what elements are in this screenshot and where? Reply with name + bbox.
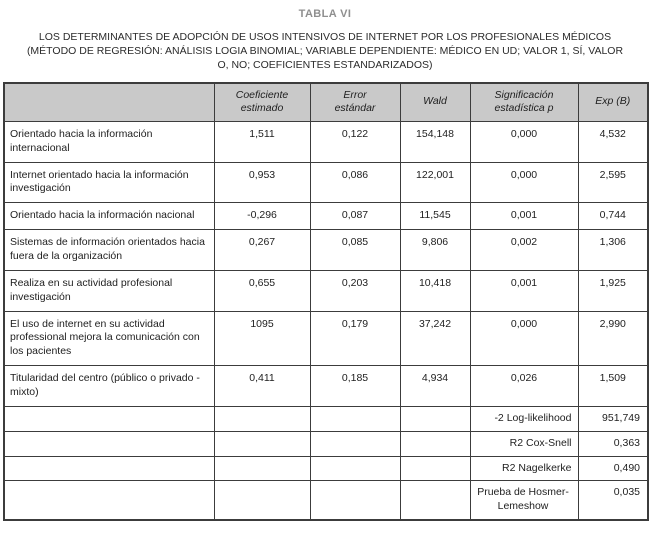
- empty-cell: [400, 456, 470, 481]
- value-cell: 11,545: [400, 203, 470, 230]
- footer-value-cell: 0,490: [578, 456, 648, 481]
- value-cell: 4,532: [578, 121, 648, 162]
- table-row: [4, 203, 648, 230]
- value-cell: 0,744: [578, 203, 648, 230]
- value-cell: 1,509: [578, 366, 648, 407]
- value-cell: 0,179: [310, 311, 400, 366]
- footer-label-cell: -2 Log-likelihood: [470, 406, 578, 431]
- footer-value-cell: 0,363: [578, 431, 648, 456]
- value-cell: 0,203: [310, 270, 400, 311]
- table-row: [4, 270, 648, 311]
- table-body: [4, 121, 648, 520]
- row-label-cell: Orientado hacia la información nacional: [4, 203, 214, 230]
- column-header: Wald: [400, 83, 470, 122]
- row-label-cell: Internet orientado hacia la información investigación: [4, 162, 214, 203]
- value-cell: 1,511: [214, 121, 310, 162]
- table-title: LOS DETERMINANTES DE ADOPCIÓN DE USOS INTENSIVOS DE INTERNET POR LOS PROFESIONALES MÉDICOS (MÉTODO DE REGRESIÓN: ANÁLISIS LOGIA BINOMIAL; VARIABLE DEPENDIENTE: MÉDICO EN UD; VALOR 1, SÍ, VALOR O, NO; COEFICIENTES ESTANDARIZADOS): [26, 31, 624, 72]
- value-cell: 154,148: [400, 121, 470, 162]
- row-label-cell: Realiza en su actividad profesional investigación: [4, 270, 214, 311]
- column-header: Exp (B): [578, 83, 648, 122]
- value-cell: 0,122: [310, 121, 400, 162]
- value-cell: 2,990: [578, 311, 648, 366]
- value-cell: 0,655: [214, 270, 310, 311]
- row-label-cell: Sistemas de información orientados hacia fuera de la organización: [4, 230, 214, 271]
- value-cell: 0,086: [310, 162, 400, 203]
- footer-value-cell: 0,035: [578, 481, 648, 520]
- column-header: Error estándar: [310, 83, 400, 122]
- value-cell: 0,000: [470, 121, 578, 162]
- empty-cell: [214, 431, 310, 456]
- value-cell: 122,001: [400, 162, 470, 203]
- value-cell: 0,085: [310, 230, 400, 271]
- value-cell: 0,000: [470, 311, 578, 366]
- column-header: [4, 83, 214, 122]
- value-cell: 10,418: [400, 270, 470, 311]
- value-cell: 37,242: [400, 311, 470, 366]
- results-table: [3, 82, 649, 522]
- value-cell: 0,001: [470, 270, 578, 311]
- empty-cell: [4, 456, 214, 481]
- footer-row: [4, 431, 648, 456]
- value-cell: 1,925: [578, 270, 648, 311]
- value-cell: 2,595: [578, 162, 648, 203]
- table-row: [4, 230, 648, 271]
- table-row: [4, 121, 648, 162]
- value-cell: 0,001: [470, 203, 578, 230]
- empty-cell: [214, 481, 310, 520]
- value-cell: -0,296: [214, 203, 310, 230]
- empty-cell: [4, 431, 214, 456]
- empty-cell: [4, 406, 214, 431]
- footer-label-cell: R2 Cox-Snell: [470, 431, 578, 456]
- footer-row: [4, 406, 648, 431]
- value-cell: 0,026: [470, 366, 578, 407]
- column-header: Coeficiente estimado: [214, 83, 310, 122]
- table-head: [4, 83, 648, 122]
- empty-cell: [310, 481, 400, 520]
- value-cell: 0,087: [310, 203, 400, 230]
- value-cell: 9,806: [400, 230, 470, 271]
- value-cell: 4,934: [400, 366, 470, 407]
- empty-cell: [400, 431, 470, 456]
- value-cell: 0,002: [470, 230, 578, 271]
- empty-cell: [400, 406, 470, 431]
- table-row: [4, 311, 648, 366]
- header-row: [4, 83, 648, 122]
- empty-cell: [310, 431, 400, 456]
- value-cell: 1,306: [578, 230, 648, 271]
- empty-cell: [400, 481, 470, 520]
- empty-cell: [310, 406, 400, 431]
- footer-label-cell: R2 Nagelkerke: [470, 456, 578, 481]
- row-label-cell: Orientado hacia la información internacional: [4, 121, 214, 162]
- row-label-cell: El uso de internet en su actividad professional mejora la comunicación con los pacientes: [4, 311, 214, 366]
- table-label: TABLA VI: [298, 8, 352, 20]
- footer-label-cell: Prueba de Hosmer-Lemeshow: [470, 481, 578, 520]
- value-cell: 0,411: [214, 366, 310, 407]
- value-cell: 0,953: [214, 162, 310, 203]
- empty-cell: [214, 406, 310, 431]
- footer-value-cell: 951,749: [578, 406, 648, 431]
- row-label-cell: Titularidad del centro (público o privado - mixto): [4, 366, 214, 407]
- empty-cell: [4, 481, 214, 520]
- table-row: [4, 162, 648, 203]
- column-header: Significación estadística p: [470, 83, 578, 122]
- value-cell: 0,185: [310, 366, 400, 407]
- value-cell: 0,000: [470, 162, 578, 203]
- empty-cell: [214, 456, 310, 481]
- value-cell: 0,267: [214, 230, 310, 271]
- table-row: [4, 366, 648, 407]
- value-cell: 1095: [214, 311, 310, 366]
- footer-row: [4, 456, 648, 481]
- empty-cell: [310, 456, 400, 481]
- footer-row: [4, 481, 648, 520]
